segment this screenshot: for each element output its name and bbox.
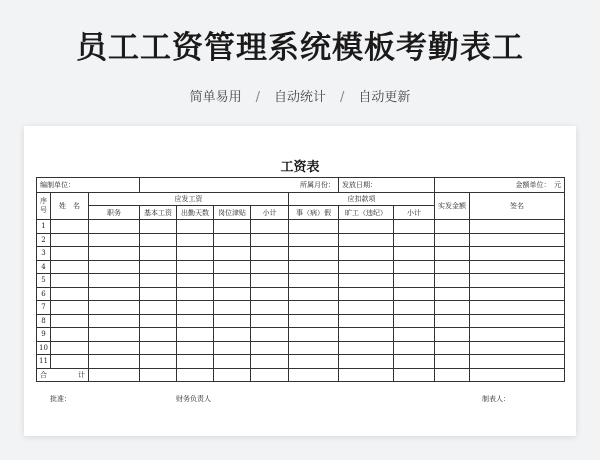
table-cell[interactable] bbox=[289, 368, 339, 382]
table-row bbox=[37, 274, 565, 288]
table-cell[interactable] bbox=[435, 314, 470, 328]
table-cell[interactable] bbox=[251, 260, 289, 274]
seq-header-1: 序 bbox=[40, 197, 47, 205]
table-row bbox=[37, 247, 565, 261]
seq-header-2: 号 bbox=[40, 206, 47, 214]
table-cell[interactable] bbox=[89, 314, 140, 328]
table-cell[interactable] bbox=[435, 341, 470, 355]
table-cell[interactable] bbox=[89, 328, 140, 342]
table-cell[interactable] bbox=[140, 341, 177, 355]
table-cell[interactable] bbox=[339, 301, 394, 315]
table-row bbox=[37, 220, 565, 234]
table-cell[interactable] bbox=[51, 274, 89, 288]
table-cell[interactable] bbox=[394, 274, 435, 288]
payable-subtotal-header: 小计 bbox=[251, 206, 289, 220]
table-cell[interactable] bbox=[177, 301, 214, 315]
table-cell[interactable] bbox=[339, 341, 394, 355]
table-cell[interactable] bbox=[435, 287, 470, 301]
table-cell[interactable] bbox=[89, 233, 140, 247]
row-number: 10 bbox=[37, 341, 51, 355]
table-cell[interactable] bbox=[251, 328, 289, 342]
deduction-subtotal-header: 小计 bbox=[394, 206, 435, 220]
table-cell[interactable] bbox=[214, 341, 251, 355]
table-cell[interactable] bbox=[394, 247, 435, 261]
table-cell[interactable] bbox=[470, 260, 565, 274]
table-cell[interactable] bbox=[214, 314, 251, 328]
table-cell[interactable] bbox=[89, 301, 140, 315]
table-cell[interactable] bbox=[251, 301, 289, 315]
table-cell[interactable] bbox=[177, 341, 214, 355]
table-cell[interactable] bbox=[214, 220, 251, 234]
table-cell[interactable] bbox=[470, 301, 565, 315]
attendance-header: 出勤天数 bbox=[177, 206, 214, 220]
table-cell[interactable] bbox=[51, 355, 89, 369]
table-cell[interactable] bbox=[140, 247, 177, 261]
feature-easy: 简单易用 bbox=[189, 90, 242, 105]
table-cell[interactable] bbox=[140, 220, 177, 234]
table-cell[interactable] bbox=[289, 301, 339, 315]
table-cell[interactable] bbox=[51, 247, 89, 261]
sheet-footer bbox=[36, 394, 564, 408]
table-cell[interactable] bbox=[470, 355, 565, 369]
table-cell[interactable] bbox=[435, 260, 470, 274]
table-cell[interactable] bbox=[140, 287, 177, 301]
table-cell[interactable] bbox=[89, 247, 140, 261]
table-cell[interactable] bbox=[214, 247, 251, 261]
preparer-label: 制表人： bbox=[482, 395, 510, 403]
table-cell[interactable] bbox=[394, 233, 435, 247]
table-cell[interactable] bbox=[289, 287, 339, 301]
table-cell[interactable] bbox=[435, 301, 470, 315]
table-cell[interactable] bbox=[177, 355, 214, 369]
payable-header: 应发工资 bbox=[89, 193, 289, 206]
feature-separator: / bbox=[340, 90, 345, 105]
table-cell[interactable] bbox=[177, 220, 214, 234]
table-cell[interactable] bbox=[140, 301, 177, 315]
deductions-header: 应扣款项 bbox=[289, 193, 435, 206]
table-cell[interactable] bbox=[251, 287, 289, 301]
total-label-right: 计 bbox=[78, 370, 85, 379]
table-cell[interactable] bbox=[214, 287, 251, 301]
table-cell[interactable] bbox=[214, 260, 251, 274]
date-label: 发放日期： bbox=[339, 178, 435, 193]
row-number: 5 bbox=[37, 274, 51, 288]
unit-label: 编制单位： bbox=[37, 178, 140, 193]
table-cell[interactable] bbox=[177, 233, 214, 247]
row-number: 11 bbox=[37, 355, 51, 369]
base-salary-header: 基本工资 bbox=[140, 206, 177, 220]
table-cell[interactable] bbox=[251, 341, 289, 355]
table-cell[interactable] bbox=[289, 220, 339, 234]
table-cell[interactable] bbox=[470, 220, 565, 234]
table-cell[interactable] bbox=[251, 368, 289, 382]
table-cell[interactable] bbox=[394, 314, 435, 328]
table-cell[interactable] bbox=[214, 368, 251, 382]
table-cell[interactable] bbox=[140, 274, 177, 288]
table-cell[interactable] bbox=[289, 247, 339, 261]
data-rows bbox=[37, 220, 565, 369]
table-cell[interactable] bbox=[339, 368, 394, 382]
table-cell[interactable] bbox=[251, 355, 289, 369]
absence-header: 旷工（违纪） bbox=[339, 206, 394, 220]
table-cell[interactable] bbox=[394, 301, 435, 315]
total-label-left: 合 bbox=[40, 370, 47, 379]
table-cell[interactable] bbox=[177, 314, 214, 328]
table-cell[interactable] bbox=[394, 368, 435, 382]
table-cell[interactable] bbox=[339, 314, 394, 328]
table-cell[interactable] bbox=[51, 260, 89, 274]
table-cell[interactable] bbox=[214, 274, 251, 288]
table-cell[interactable] bbox=[289, 260, 339, 274]
table-cell[interactable] bbox=[394, 220, 435, 234]
table-cell[interactable] bbox=[289, 341, 339, 355]
table-cell[interactable] bbox=[435, 368, 470, 382]
table-cell[interactable] bbox=[339, 355, 394, 369]
table-cell[interactable] bbox=[177, 274, 214, 288]
table-cell[interactable] bbox=[435, 274, 470, 288]
table-cell[interactable] bbox=[470, 287, 565, 301]
sign-header: 签名 bbox=[470, 193, 565, 220]
table-cell[interactable] bbox=[289, 314, 339, 328]
table-cell[interactable] bbox=[89, 287, 140, 301]
table-cell[interactable] bbox=[177, 260, 214, 274]
row-number: 2 bbox=[37, 233, 51, 247]
salary-table bbox=[36, 177, 565, 382]
table-cell[interactable] bbox=[470, 341, 565, 355]
hero-title: 员工工资管理系统模板考勤表工 bbox=[76, 30, 524, 66]
row-number: 6 bbox=[37, 287, 51, 301]
table-cell[interactable] bbox=[339, 247, 394, 261]
table-cell[interactable] bbox=[435, 233, 470, 247]
table-row bbox=[37, 260, 565, 274]
table-cell[interactable] bbox=[470, 368, 565, 382]
table-cell[interactable] bbox=[214, 301, 251, 315]
table-cell[interactable] bbox=[214, 355, 251, 369]
table-cell[interactable] bbox=[140, 328, 177, 342]
table-cell[interactable] bbox=[177, 368, 214, 382]
table-cell[interactable] bbox=[89, 220, 140, 234]
table-cell[interactable] bbox=[89, 368, 140, 382]
table-cell[interactable] bbox=[289, 233, 339, 247]
table-cell[interactable] bbox=[339, 233, 394, 247]
table-cell[interactable] bbox=[140, 260, 177, 274]
table-cell[interactable] bbox=[251, 247, 289, 261]
table-cell[interactable] bbox=[251, 314, 289, 328]
table-cell[interactable] bbox=[89, 355, 140, 369]
finance-label: 财务负责人 bbox=[176, 395, 211, 403]
total-label bbox=[37, 368, 89, 382]
table-cell[interactable] bbox=[51, 287, 89, 301]
table-cell[interactable] bbox=[470, 247, 565, 261]
table-cell[interactable] bbox=[339, 287, 394, 301]
table-cell[interactable] bbox=[214, 233, 251, 247]
row-number: 9 bbox=[37, 328, 51, 342]
table-cell[interactable] bbox=[214, 328, 251, 342]
month-label: 所属月份： bbox=[140, 178, 339, 193]
feature-separator: / bbox=[255, 90, 260, 105]
table-cell[interactable] bbox=[394, 355, 435, 369]
sheet-title: 工资表 bbox=[280, 160, 320, 175]
table-cell[interactable] bbox=[435, 328, 470, 342]
table-cell[interactable] bbox=[289, 274, 339, 288]
table-cell[interactable] bbox=[51, 220, 89, 234]
table-cell[interactable] bbox=[394, 328, 435, 342]
table-cell[interactable] bbox=[470, 328, 565, 342]
table-cell[interactable] bbox=[435, 355, 470, 369]
table-cell[interactable] bbox=[435, 220, 470, 234]
table-cell[interactable] bbox=[339, 328, 394, 342]
info-row bbox=[37, 178, 565, 193]
table-row bbox=[37, 328, 565, 342]
table-cell[interactable] bbox=[140, 368, 177, 382]
name-header: 姓 名 bbox=[51, 193, 89, 220]
table-cell[interactable] bbox=[140, 355, 177, 369]
row-number: 1 bbox=[37, 220, 51, 234]
table-row bbox=[37, 301, 565, 315]
table-cell[interactable] bbox=[339, 274, 394, 288]
position-header: 职务 bbox=[89, 206, 140, 220]
table-row bbox=[37, 355, 565, 369]
table-cell[interactable] bbox=[177, 328, 214, 342]
table-cell[interactable] bbox=[470, 233, 565, 247]
feature-auto-stats: 自动统计 bbox=[273, 90, 326, 105]
table-cell[interactable] bbox=[140, 314, 177, 328]
table-cell[interactable] bbox=[251, 274, 289, 288]
allowance-header: 岗位津贴 bbox=[214, 206, 251, 220]
table-cell[interactable] bbox=[289, 355, 339, 369]
table-cell[interactable] bbox=[339, 260, 394, 274]
leave-header: 事（病）假 bbox=[289, 206, 339, 220]
feature-list bbox=[0, 86, 600, 105]
amount-unit-label: 金额单位： 元 bbox=[435, 178, 565, 193]
table-cell[interactable] bbox=[177, 287, 214, 301]
table-cell[interactable] bbox=[51, 301, 89, 315]
table-row bbox=[37, 314, 565, 328]
feature-auto-update: 自动更新 bbox=[358, 90, 411, 105]
table-cell[interactable] bbox=[51, 233, 89, 247]
table-cell[interactable] bbox=[251, 233, 289, 247]
table-cell[interactable] bbox=[470, 314, 565, 328]
seq-header bbox=[37, 193, 51, 220]
total-row bbox=[37, 368, 565, 382]
table-cell[interactable] bbox=[51, 314, 89, 328]
table-cell[interactable] bbox=[89, 274, 140, 288]
table-cell[interactable] bbox=[140, 233, 177, 247]
header-row-group bbox=[37, 193, 565, 206]
table-cell[interactable] bbox=[394, 341, 435, 355]
row-number: 8 bbox=[37, 314, 51, 328]
table-cell[interactable] bbox=[177, 247, 214, 261]
row-number: 4 bbox=[37, 260, 51, 274]
table-cell[interactable] bbox=[339, 220, 394, 234]
net-header: 实发金额 bbox=[435, 193, 470, 220]
approve-label: 批准： bbox=[50, 395, 71, 403]
table-cell[interactable] bbox=[51, 328, 89, 342]
table-row bbox=[37, 233, 565, 247]
row-number: 3 bbox=[37, 247, 51, 261]
template-preview-card bbox=[24, 126, 576, 436]
table-cell[interactable] bbox=[289, 328, 339, 342]
table-row bbox=[37, 341, 565, 355]
row-number: 7 bbox=[37, 301, 51, 315]
table-cell[interactable] bbox=[394, 287, 435, 301]
table-cell[interactable] bbox=[51, 341, 89, 355]
table-cell[interactable] bbox=[89, 260, 140, 274]
table-cell[interactable] bbox=[435, 247, 470, 261]
table-cell[interactable] bbox=[470, 274, 565, 288]
table-cell[interactable] bbox=[251, 220, 289, 234]
table-cell[interactable] bbox=[394, 260, 435, 274]
table-row bbox=[37, 287, 565, 301]
table-cell[interactable] bbox=[89, 341, 140, 355]
